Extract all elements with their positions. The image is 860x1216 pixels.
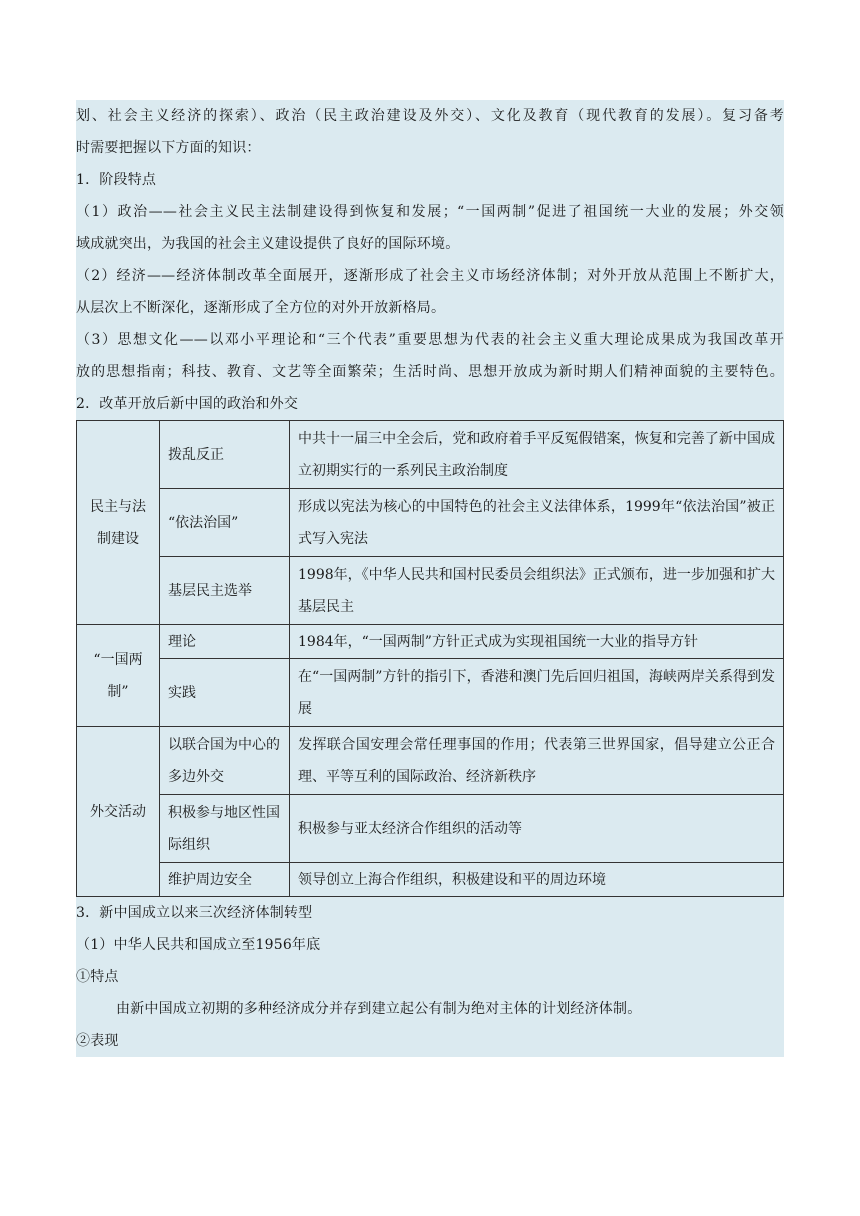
content-cell: 积极参与亚太经济合作组织的活动等: [290, 795, 784, 863]
content-cell: 领导创立上海合作组织，积极建设和平的周边环境: [290, 863, 784, 897]
table-row: [77, 795, 784, 863]
item-cell: 实践: [160, 659, 290, 727]
section-heading: 2．改革开放后新中国的政治和外交: [76, 396, 299, 412]
table-row: [77, 421, 784, 489]
table-row: [77, 489, 784, 557]
item-cell: 拨乱反正: [160, 421, 290, 489]
paragraph-line: （3）思想文化——以邓小平理论和“三个代表”重要思想为代表的社会主义重大理论成果成为我国改革开: [76, 332, 784, 348]
paragraph-line: 划、社会主义经济的探索）、政治（民主政治建设及外交）、文化及教育（现代教育的发展）。复习备考: [76, 108, 784, 124]
category-cell: “一国两制”: [77, 625, 160, 727]
paragraph-line: （2）经济——经济体制改革全面展开，逐渐形成了社会主义市场经济体制；对外开放从范围上不断扩大，: [76, 268, 784, 284]
item-cell: 维护周边安全: [160, 863, 290, 897]
content-cell: 形成以宪法为核心的中国特色的社会主义法律体系，1999年“依法治国”被正式写入宪法: [290, 489, 784, 557]
item-cell: 积极参与地区性国际组织: [160, 795, 290, 863]
item-cell: “依法治国”: [160, 489, 290, 557]
item-cell: 理论: [160, 625, 290, 659]
content-cell: 发挥联合国安理会常任理事国的作用；代表第三世界国家，倡导建立公正合理、平等互利的国际政治、经济新秩序: [290, 727, 784, 795]
paragraph-line: 从层次上不断深化，逐渐形成了全方位的对外开放新格局。: [76, 300, 446, 316]
paragraph-line: （1）中华人民共和国成立至1956年底: [76, 937, 321, 953]
section-heading: 3．新中国成立以来三次经济体制转型: [76, 905, 313, 921]
table-row: [77, 727, 784, 795]
paragraph-line: 域成就突出，为我国的社会主义建设提供了良好的国际环境。: [76, 236, 460, 252]
category-cell: 民主与法制建设: [77, 421, 160, 625]
section-heading: 1．阶段特点: [76, 172, 157, 188]
content-cell: 在“一国两制”方针的指引下，香港和澳门先后回归祖国，海峡两岸关系得到发展: [290, 659, 784, 727]
politics-diplomacy-table: [76, 420, 784, 897]
paragraph-line: ①特点: [76, 969, 119, 985]
table-row: [77, 557, 784, 625]
content-cell: 中共十一届三中全会后，党和政府着手平反冤假错案，恢复和完善了新中国成立初期实行的一系列民主政治制度: [290, 421, 784, 489]
table-row: [77, 659, 784, 727]
item-cell: 以联合国为中心的多边外交: [160, 727, 290, 795]
paragraph-line: （1）政治——社会主义民主法制建设得到恢复和发展；“一国两制”促进了祖国统一大业的发展；外交领: [76, 204, 784, 220]
paragraph-line: 时需要把握以下方面的知识：: [76, 140, 261, 156]
content-cell: 1984年，“一国两制”方针正式成为实现祖国统一大业的指导方针: [290, 625, 784, 659]
paragraph-line: ②表现: [76, 1033, 119, 1049]
document-body: [76, 100, 784, 1057]
table-row: [77, 625, 784, 659]
item-cell: 基层民主选举: [160, 557, 290, 625]
content-cell: 1998年，《中华人民共和国村民委员会组织法》正式颁布，进一步加强和扩大基层民主: [290, 557, 784, 625]
table-row: [77, 863, 784, 897]
paragraph-line: 放的思想指南；科技、教育、文艺等全面繁荣；生活时尚、思想开放成为新时期人们精神面貌的主要特色。: [76, 364, 784, 380]
paragraph-line: 由新中国成立初期的多种经济成分并存到建立起公有制为绝对主体的计划经济体制。: [116, 1001, 642, 1017]
category-cell: 外交活动: [77, 727, 160, 897]
